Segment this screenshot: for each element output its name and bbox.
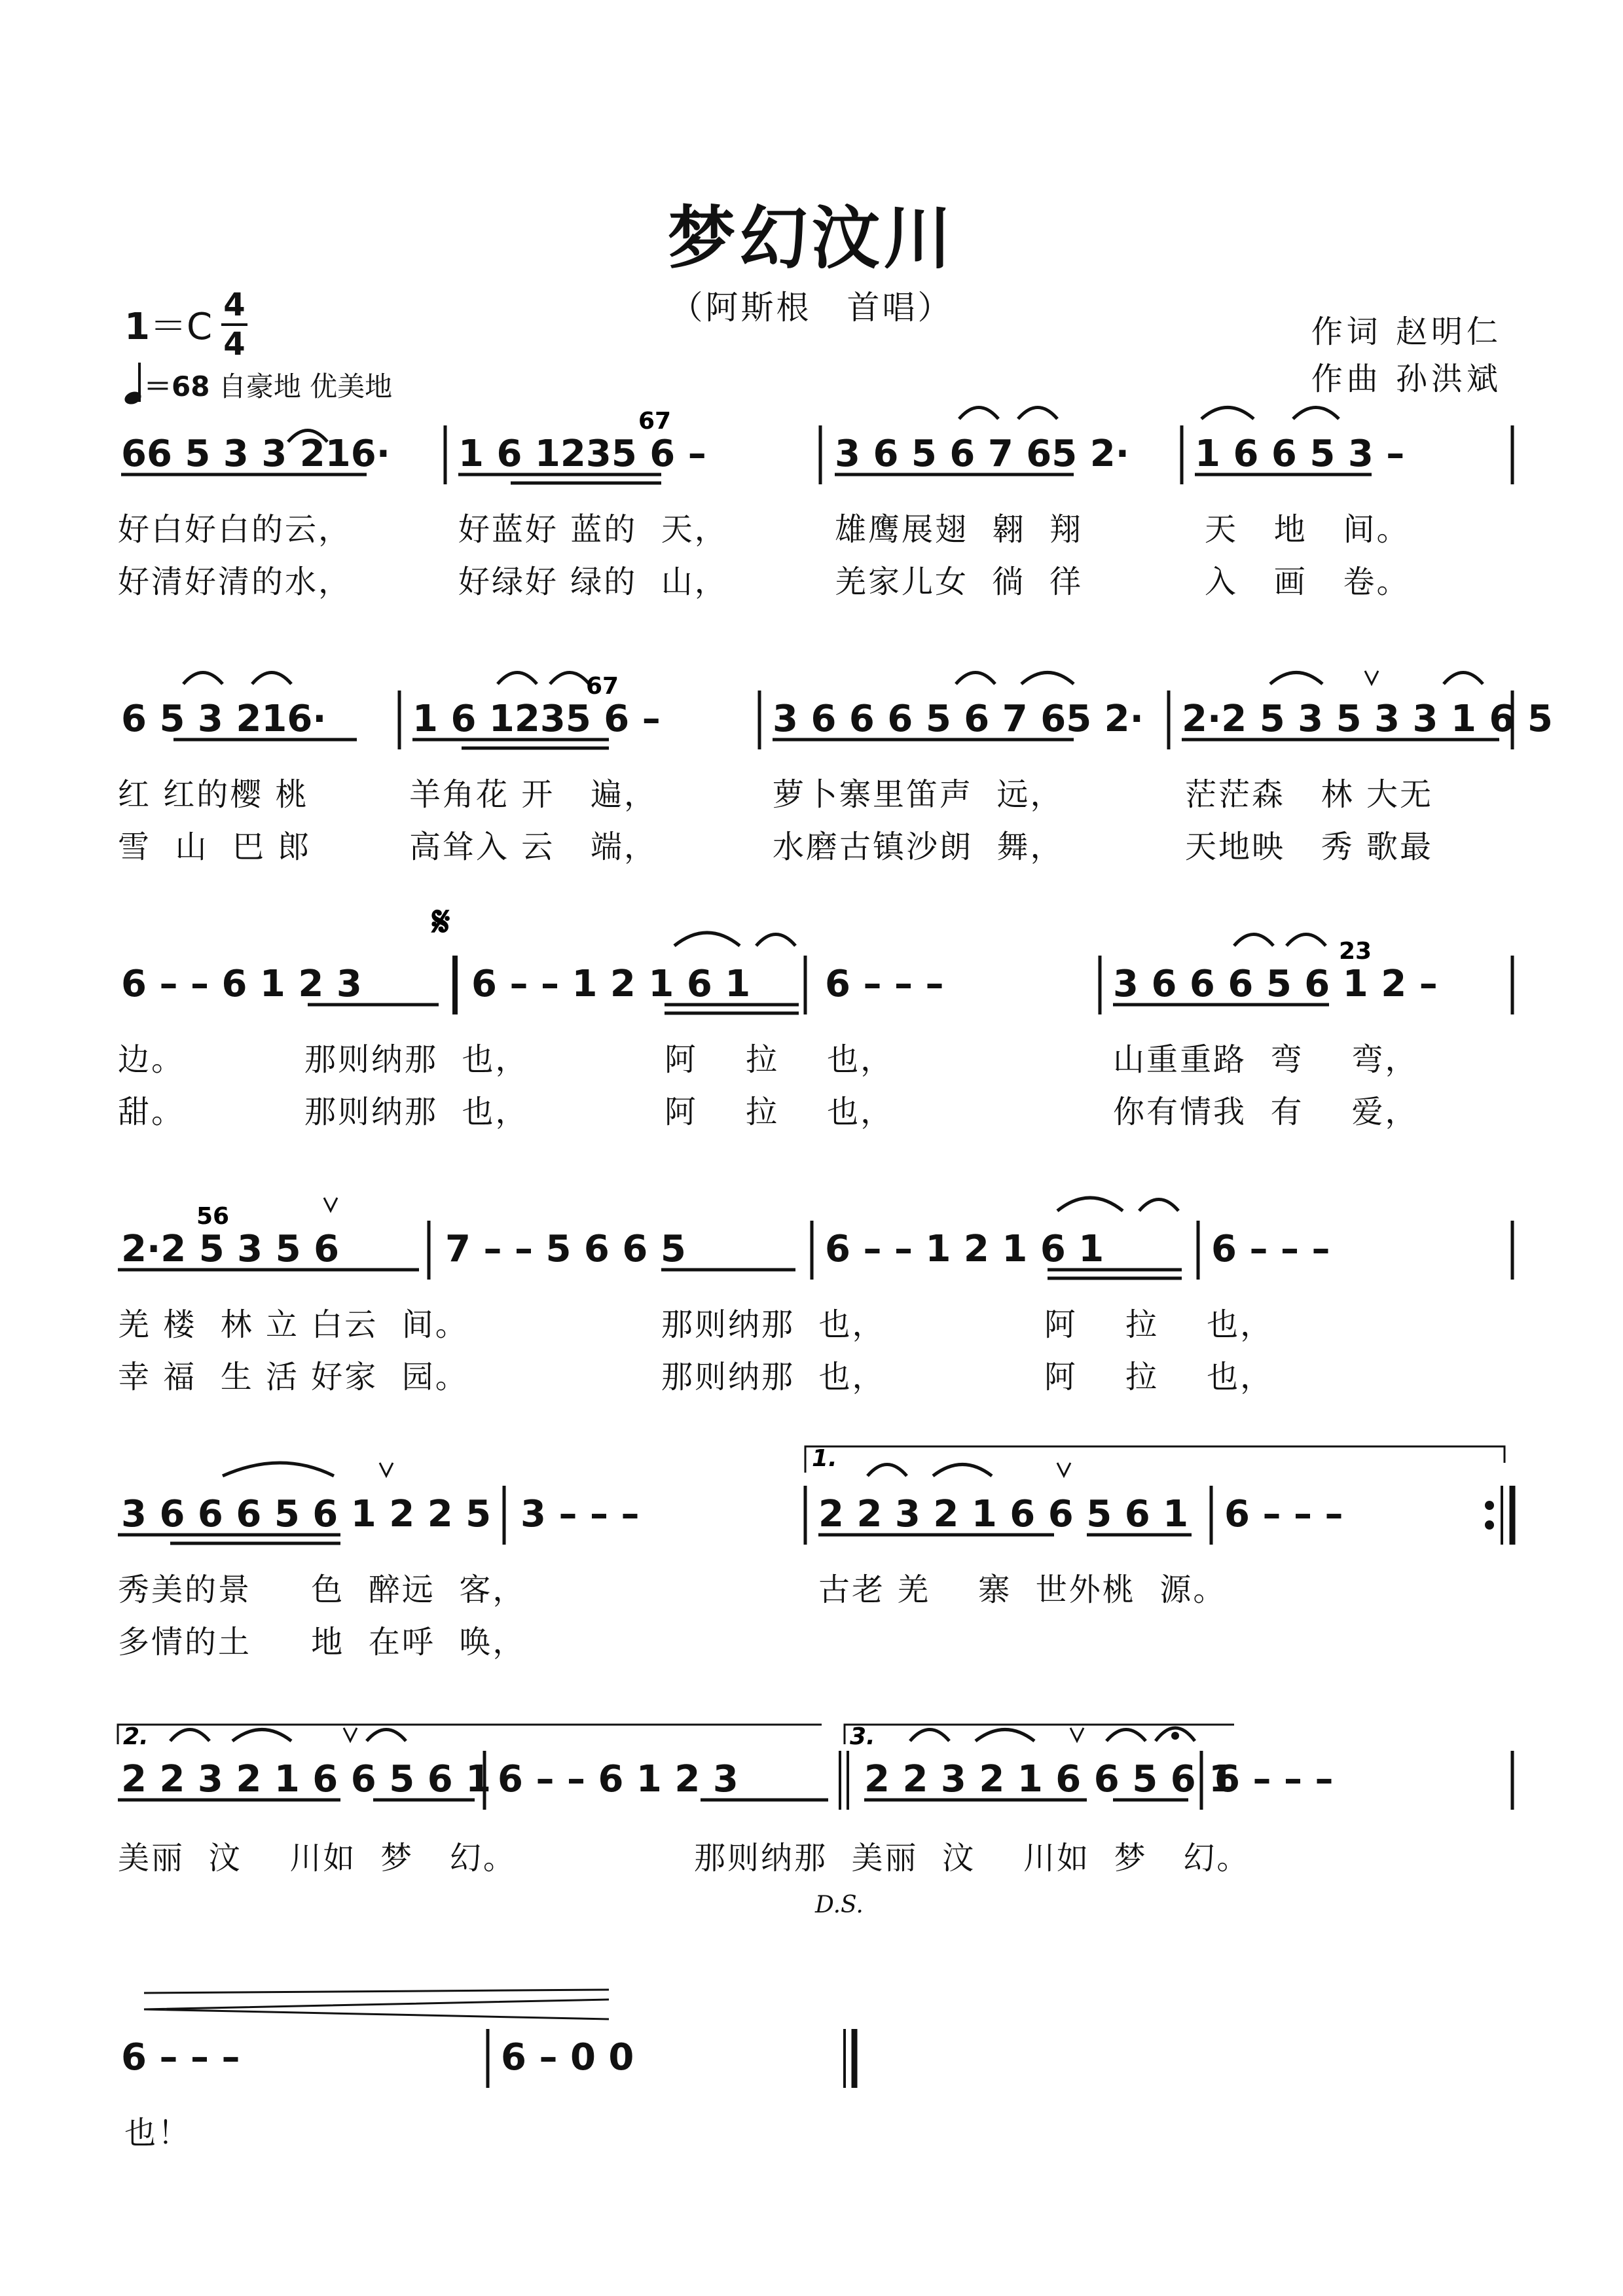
lyric: 古老 羌 寨 世外桃 源。: [818, 1571, 1227, 1608]
time-denominator: 4: [223, 326, 246, 363]
lyric: 山重重路 弯 弯，: [1113, 1041, 1419, 1078]
lyric: 那则纳那 也，: [304, 1041, 529, 1078]
lyric: 高耸入 云 端，: [409, 829, 658, 865]
lyric: 边。: [118, 1041, 185, 1078]
fermata-dot: [1171, 1732, 1179, 1740]
repeat-dot: [1485, 1501, 1494, 1510]
measure: 6 – – 1 2 1 6 1: [471, 963, 751, 1005]
measure: 6 – – 6 1 2 3: [498, 1758, 739, 1801]
measure: 6 – – 1 2 1 6 1: [825, 1228, 1104, 1270]
key-suffix: ＝C: [149, 306, 213, 348]
measure: 3 6 6 6 5 6 1 2 –: [1113, 963, 1438, 1005]
grace-note: 56: [196, 1203, 230, 1230]
dal-segno-mark: D.S.: [815, 1892, 864, 1918]
measure: 2·2 5 3 5 3 3 1 6 5: [1182, 698, 1553, 740]
measure: 3 6 5 6 7 65 2·: [835, 433, 1129, 475]
measure: 6 – 0 0: [501, 2036, 634, 2079]
lyric: 天 地 间。: [1205, 511, 1410, 548]
lyric: 茫茫森 林 大无: [1185, 776, 1434, 813]
song-title: 梦幻汶川: [667, 198, 956, 278]
lyric: 你有情我 有 爱，: [1113, 1094, 1419, 1130]
notation: [121, 433, 1553, 2079]
ending-2-label: 2.: [123, 1723, 149, 1750]
lyric: 好绿好 绿的 山，: [458, 564, 728, 600]
composer-credit: 作曲 孙洪斌: [1311, 361, 1502, 397]
grace-note: 67: [638, 408, 672, 435]
measure: 6 – – –: [1224, 1493, 1343, 1535]
segno-mark: 𝄋: [432, 898, 450, 946]
measure: 1 6 1235 6 –: [412, 698, 661, 740]
measure: 6 – – –: [121, 2036, 240, 2079]
lyric: 甜。: [118, 1094, 185, 1130]
lyric: 阿 拉 也，: [665, 1094, 894, 1130]
measure: 6 – – –: [1211, 1228, 1330, 1270]
lyric: 好清好清的水，: [118, 564, 352, 600]
ending-1-label: 1.: [812, 1445, 837, 1472]
lyric: 美丽 汶 川如 梦 幻。: [118, 1840, 517, 1876]
song-subtitle: （阿斯根 首唱）: [670, 289, 953, 327]
tempo-bpm: ＝68: [144, 370, 210, 403]
measure: 3 6 6 6 5 6 1 2 2 5: [121, 1493, 492, 1535]
measure: 6 – – –: [825, 963, 944, 1005]
measure: 2 2 3 2 1 6 6 5 6 1: [121, 1758, 492, 1801]
lyric: 雪 山 巴 郎: [118, 829, 312, 865]
lyric: 红 红的樱 桃: [118, 776, 309, 813]
grace-note: 67: [586, 673, 619, 700]
lyric: 好蓝好 蓝的 天，: [458, 511, 728, 548]
measure: 2·2 5 3 5 6: [121, 1228, 340, 1270]
lyric: 那则纳那 也，: [661, 1306, 886, 1343]
lyric: 那则纳那 也，: [304, 1094, 529, 1130]
lyric: 羌家儿女 徜 徉: [835, 564, 1084, 600]
time-numerator: 4: [223, 287, 246, 323]
measure: 1 6 1235 6 –: [458, 433, 706, 475]
measure: 2 2 3 2 1 6 6 5 6 1: [864, 1758, 1235, 1801]
lyric: 那则纳那 也，: [661, 1359, 886, 1395]
lyric: 幸 福 生 活 好家 园。: [118, 1359, 469, 1395]
lyric: 入 画 卷。: [1205, 564, 1410, 600]
lyric: 雄鹰展翅 翱 翔: [835, 511, 1084, 548]
lyric: 羌 楼 林 立 白云 间。: [118, 1306, 469, 1343]
measure: 3 6 6 6 5 6 7 65 2·: [773, 698, 1144, 740]
measure: 7 – – 5 6 6 5: [445, 1228, 686, 1270]
measure: 6 – – –: [1214, 1758, 1334, 1801]
lyric: 羊角花 开 遍，: [409, 776, 658, 813]
measure: 66 5 3 3 216·: [121, 433, 390, 475]
measure: 6 5 3 216·: [121, 698, 327, 740]
lyric: 天地映 秀 歌最: [1185, 829, 1434, 865]
tempo-expression: 自豪地 优美地: [218, 370, 393, 403]
lyric: 多情的土 地 在呼 唤，: [118, 1624, 526, 1660]
measure: 3 – – –: [520, 1493, 640, 1535]
lyric: 水磨古镇沙朗 舞，: [773, 829, 1064, 865]
lyric: 那则纳那 美丽 汶 川如 梦 幻。: [694, 1840, 1250, 1876]
ending-3-label: 3.: [850, 1723, 875, 1750]
lyric: 秀美的景 色 醉远 客，: [118, 1571, 526, 1608]
lyric: 好白好白的云，: [118, 511, 352, 548]
lyric: 也！: [124, 2115, 192, 2151]
grace-note: 23: [1339, 938, 1372, 965]
measure: 6 – – 6 1 2 3: [121, 963, 362, 1005]
measure: 2 2 3 2 1 6 6 5 6 1: [818, 1493, 1189, 1535]
lyric: 阿 拉 也，: [665, 1041, 894, 1078]
key-prefix: 1: [124, 306, 150, 348]
lyric: 阿 拉 也，: [1044, 1306, 1274, 1343]
lyricist-credit: 作词 赵明仁: [1311, 314, 1502, 350]
repeat-dot: [1485, 1520, 1494, 1530]
measure: 1 6 6 5 3 –: [1195, 433, 1405, 475]
lyric: 萝卜寨里笛声 远，: [773, 776, 1064, 813]
lyric: 阿 拉 也，: [1044, 1359, 1274, 1395]
